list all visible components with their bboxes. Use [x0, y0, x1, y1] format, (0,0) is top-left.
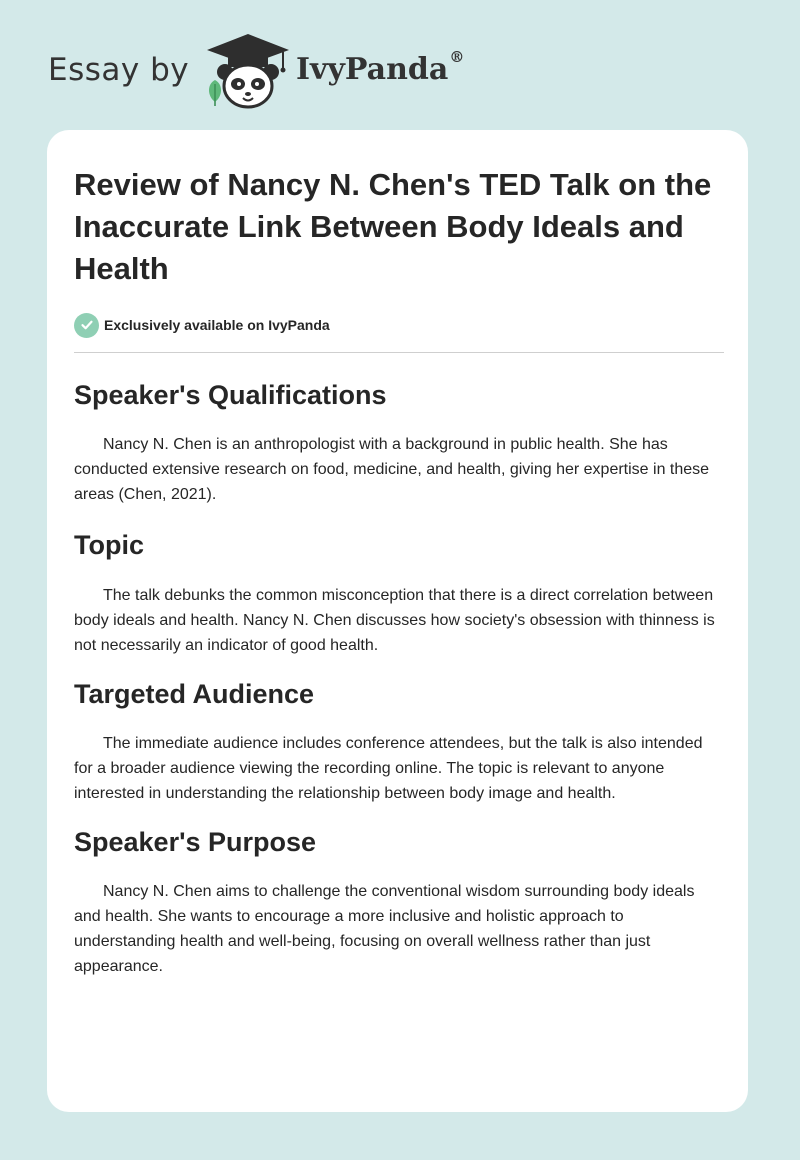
section-heading-audience: Targeted Audience: [74, 679, 315, 709]
essay-by-label: Essay by: [48, 52, 190, 88]
exclusive-badge-text: Exclusively available on IvyPanda: [104, 317, 330, 333]
essay-card: [47, 130, 748, 1112]
registered-mark: ®: [449, 48, 465, 66]
section-body-qualifications: Nancy N. Chen is an anthropologist with a background in public health. She has conducted extensive research on food, medicine, and health, giving her expertise in these areas (Chen, 2021).: [74, 436, 710, 503]
section-body-purpose: Nancy N. Chen aims to challenge the conventional wisdom surrounding body ideals and health. She wants to encourage a more inclusive and holistic approach to understanding health and well-being, focusing on overall wellness rather than just appearance.: [74, 883, 695, 975]
section-heading-purpose: Speaker's Purpose: [74, 827, 317, 857]
site-header: [48, 34, 508, 110]
section-body-audience: The immediate audience includes conference attendees, but the talk is also intended for a broader audience viewing the recording online. The topic is relevant to anyone interested in understanding the relationship between body image and health.: [74, 735, 703, 802]
section-body-topic: The talk debunks the common misconception that there is a direct correlation between body ideals and health. Nancy N. Chen discusses how society's obsession with thinness is not necessarily an indicator of good health.: [74, 587, 715, 654]
section-heading-qualifications: Speaker's Qualifications: [74, 380, 387, 410]
page-title: Review of Nancy N. Chen's TED Talk on the Inaccurate Link Between Body Ideals and Health: [74, 167, 712, 286]
check-circle-icon: [74, 313, 99, 338]
section-heading-topic: Topic: [74, 530, 144, 560]
exclusive-badge: [74, 312, 724, 338]
title-divider: [74, 352, 724, 353]
essay-content: [74, 164, 724, 979]
brand-name: IvyPanda®: [296, 48, 465, 87]
panda-graduation-cap-icon: [203, 34, 293, 110]
